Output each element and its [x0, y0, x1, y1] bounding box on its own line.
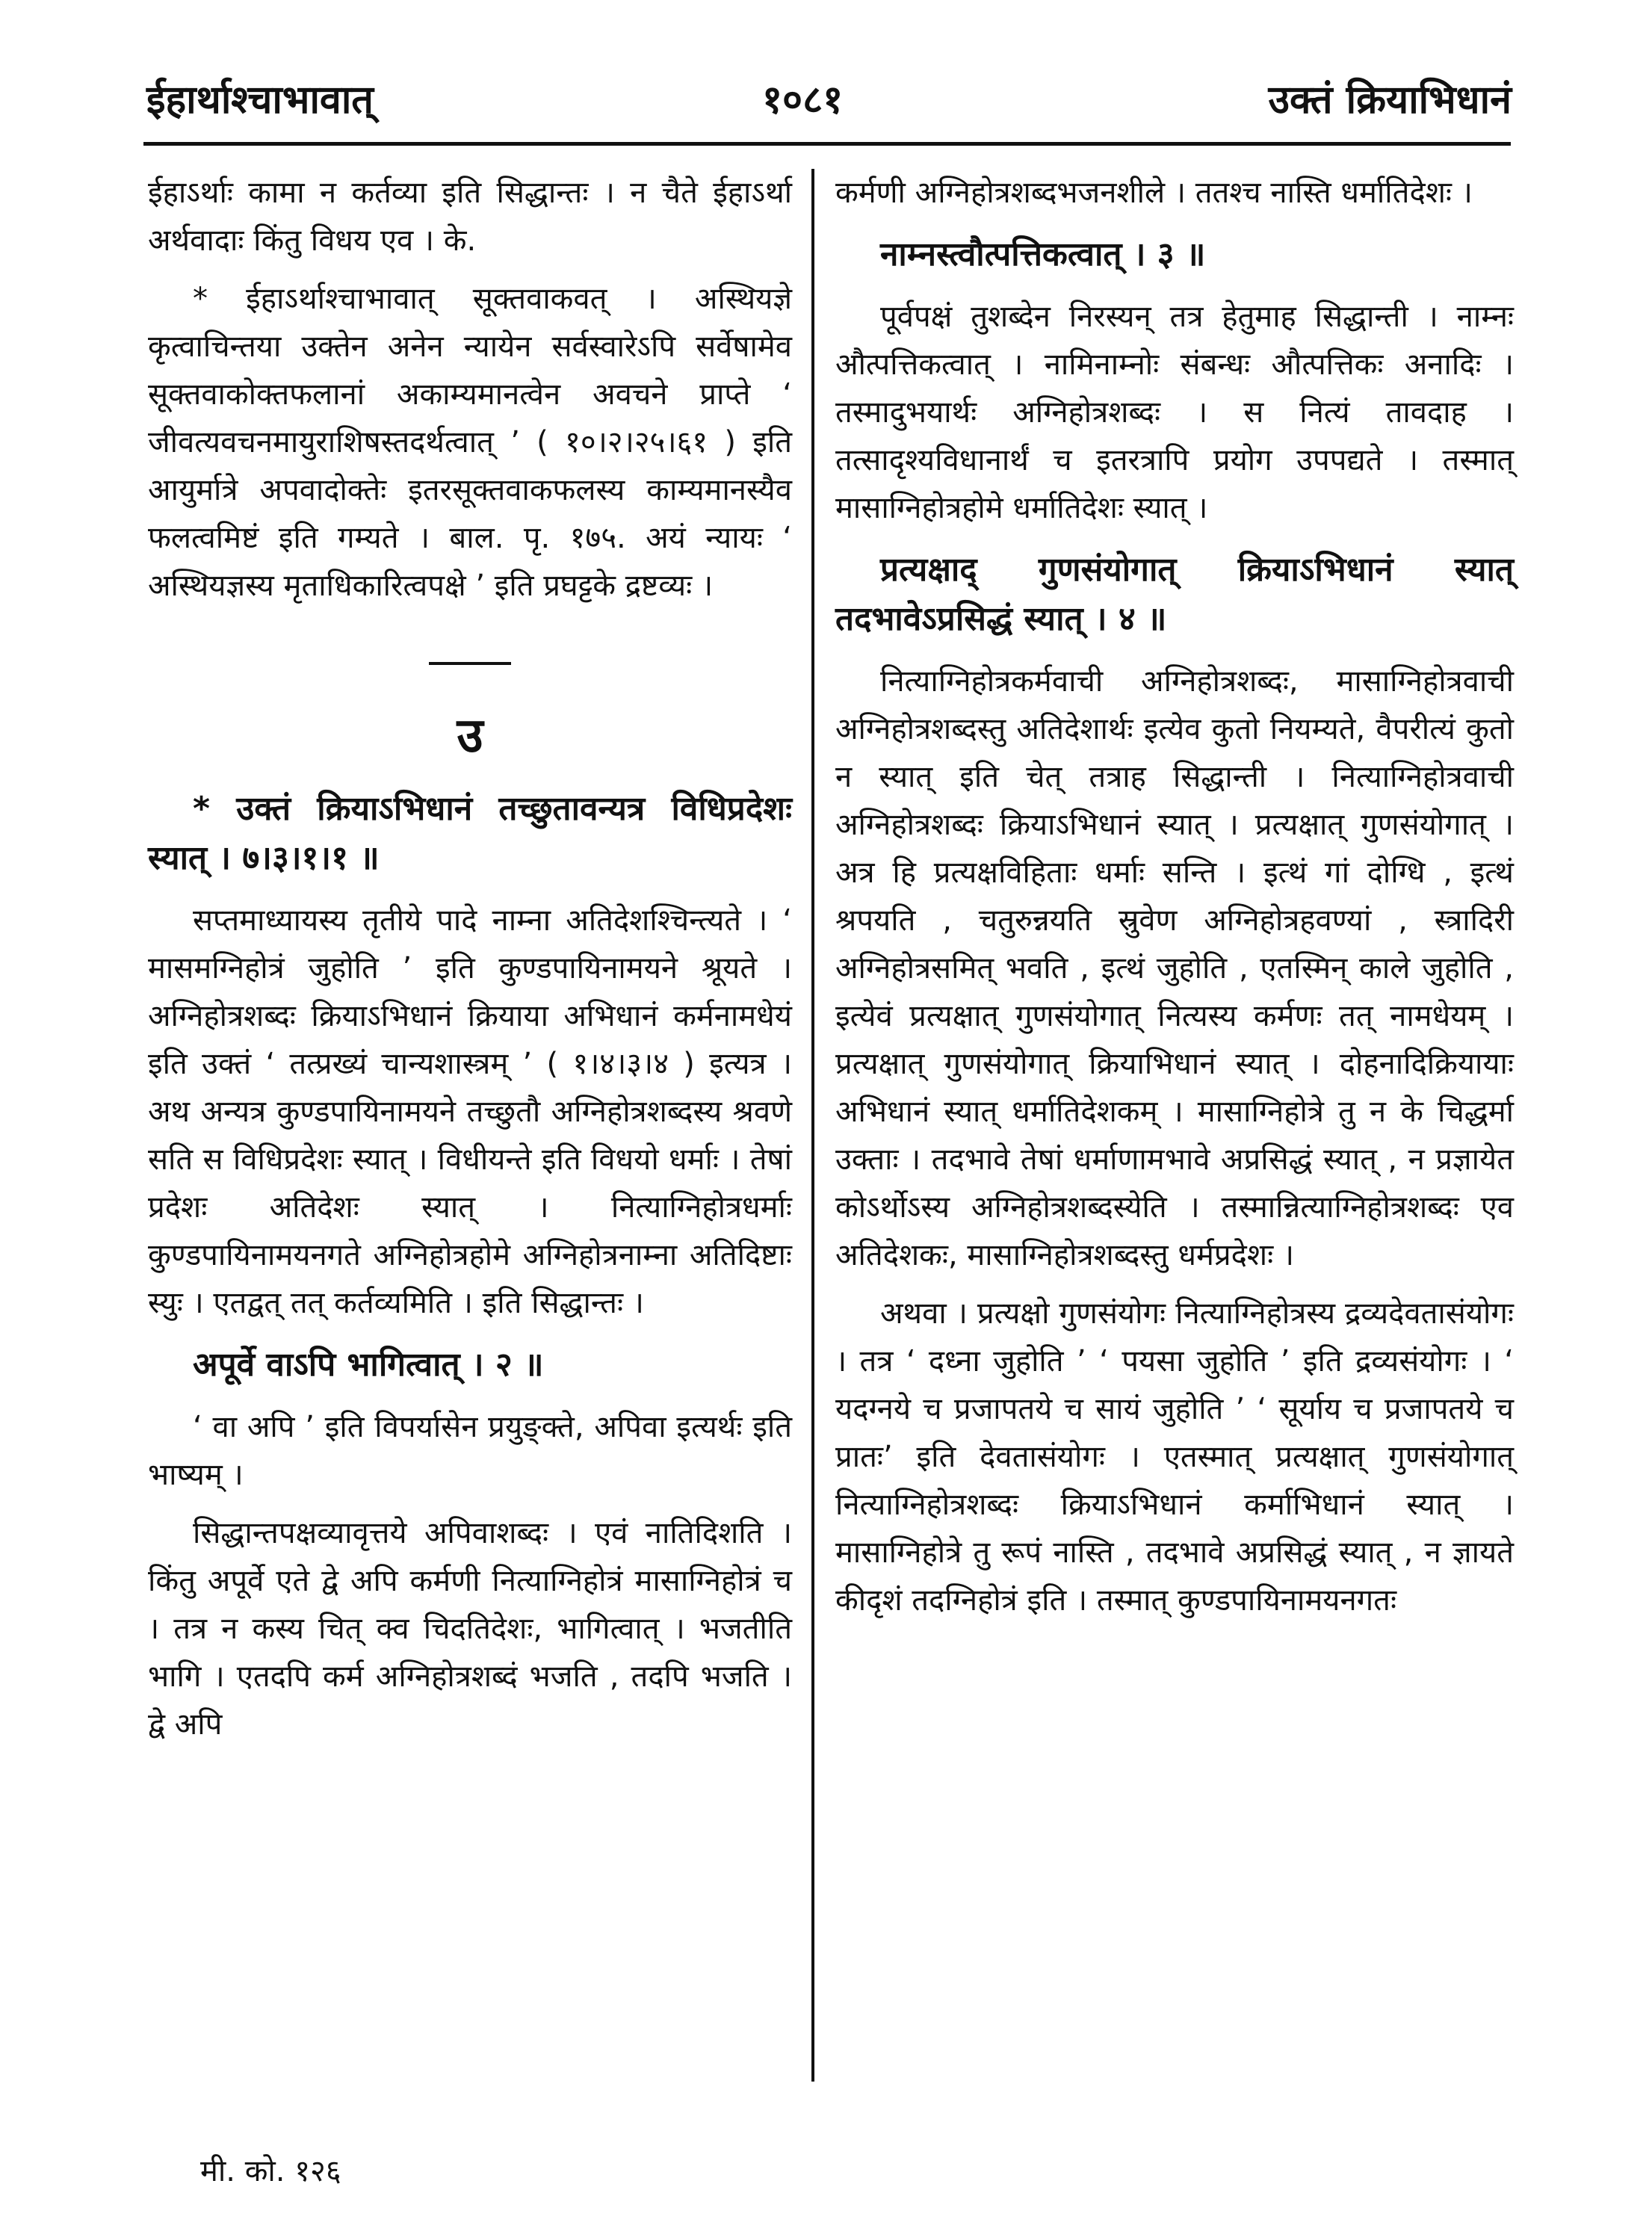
right-paragraph-3: नित्याग्निहोत्रकर्मवाची अग्निहोत्रशब्दः, मासाग्निहोत्रवाची अग्निहोत्रशब्दस्तु अतिदेशार्थः इत्येव कुतो नियम्यते, वैपरीत्यं कुतो न स्यात् इति चेत् तत्राह सिद्धान्ती । नित्याग्निहोत्रवाची अग्निहोत्रशब्दः क्रियाऽभिधानं स्यात् । प्रत्यक्षात् गुणसंयोगात् । अत्र हि प्रत्यक्षविहिताः धर्माः सन्ति । इत्थं गां दोग्धि , इत्थं श्रपयति , चतुरुन्नयति स्रुवेण अग्निहोत्रहवण्यां , स्त्रादिरी अग्निहोत्रसमित् भवति , इत्थं जुहोति , एतस्मिन् काले जुहोति , इत्येवं प्रत्यक्षात् गुणसंयोगात् नित्यस्य कर्मणः तत् नामधेयम् । प्रत्यक्षात् गुणसंयोगात् क्रियाभिधानं स्यात् । दोहनादिक्रियायाः अभिधानं स्यात् धर्मातिदेशकम् । मासाग्निहोत्रे तु न के चिद्धर्मा उक्ताः । तदभावे तेषां धर्माणामभावे अप्रसिद्धं स्यात् , न प्रज्ञायेत कोऽर्थोऽस्य अग्निहोत्रशब्दस्येति । तस्मान्नित्याग्निहोत्रशब्दः एव अतिदेशकः, मासाग्निहोत्रशब्दस्तु धर्मप्रदेशः । — [835, 664, 1514, 1272]
right-paragraph-1: कर्मणी अग्निहोत्रशब्दभजनशीले । ततश्च नास्ति धर्मातिदेशः । — [835, 176, 1473, 210]
right-paragraph-2: पूर्वपक्षं तुशब्देन निरस्यन् तत्र हेतुमाह सिद्धान्ती । नाम्नः औत्पत्तिकत्वात् । नामिनाम्नोः संबन्धः औत्पत्तिकः अनादिः । तस्मादुभयार्थः अग्निहोत्रशब्दः । स नित्यं तावदाह । तत्साद‍ृश्यविधानार्थं च इतरत्रापि प्रयोग उपपद्यते । तस्मात् मासाग्निहोत्रहोमे धर्मातिदेशः स्यात् । — [835, 300, 1514, 525]
right-paragraph-4: अथवा । प्रत्यक्षो गुणसंयोगः नित्याग्निहोत्रस्य द्रव्यदेवतासंयोगः । तत्र ‘ दध्ना जुहोति ’ ‘ पयसा जुहोति ’ इति द्रव्यसंयोगः । ‘ यदग्नये च प्रजापतये च सायं जुहोति ’ ‘ सूर्याय च प्रजापतये च प्रातः’ इति देवतासंयोगः । एतस्मात् प्रत्यक्षात् गुणसंयोगात् नित्याग्निहोत्रशब्दः क्रियाऽभिधानं कर्माभिधानं स्यात् । मासाग्निहोत्रे तु रूपं नास्ति , तदभावे अप्रसिद्धं स्यात् , न ज्ञायते कीदृशं तदग्निहोत्रं इति । तस्मात् कुण्डपायिनामयनगतः — [835, 1296, 1514, 1618]
right-column — [835, 169, 1514, 1635]
page-number: १०८१ — [762, 78, 844, 123]
header-rule — [143, 142, 1511, 146]
sutra-heading-1: * उक्तं क्रियाऽभिधानं तच्छुतावन्यत्र विधिप्रदेशः स्यात् । ७।३।१।१ ॥ — [148, 790, 792, 877]
left-paragraph-5: सिद्धान्तपक्षव्यावृत्तये अपिवाशब्दः । एवं नातिदिशति । किंतु अपूर्वे एते द्वे अपि कर्मणी नित्याग्निहोत्रं मासाग्निहोत्रं च । तत्र न कस्य चित् क्व चिदतिदेशः, भागित्वात् । भजतीति भागि । एतदपि कर्म अग्निहोत्रशब्दं भजति , तदपि भजति । द्वे अपि — [148, 1516, 792, 1742]
left-column — [148, 169, 792, 1759]
column-divider — [811, 169, 814, 2082]
left-paragraph-4: ‘ वा अपि ’ इति विपर्यासेन प्रयुङ्क्ते, अपिवा इत्यर्थः इति भाष्यम् । — [148, 1410, 792, 1492]
section-separator — [429, 662, 511, 665]
sutra-heading-3: नाम्नस्त्वौत्पत्तिकत्वात् । ३ ॥ — [880, 235, 1206, 273]
footer-signature: मी. को. १२६ — [200, 2154, 341, 2188]
sutra-heading-2: अपूर्वे वाऽपि भागित्वात् । २ ॥ — [193, 1346, 544, 1384]
left-paragraph-1: ईहाऽर्थाः कामा न कर्तव्या इति सिद्धान्तः । न चैते ईहाऽर्था अर्थवादाः किंतु विधय एव । के. — [148, 176, 792, 258]
running-header-left: ईहार्थाश्चाभावात् — [146, 78, 374, 123]
left-paragraph-2: * ईहाऽर्थाश्चाभावात् सूक्तवाकवत् । अस्थियज्ञे कृत्वाचिन्तया उक्तेन अनेन न्यायेन सर्वस्वारेऽपि सर्वेषामेव सूक्तवाकोक्तफलानां अकाम्यमानत्वेन अवचने प्राप्ते ‘ जीवत्यवचनमायुराशिषस्तदर्थत्वात् ’ ( १०।२।२५।६१ ) इति आयुर्मात्रे अपवादोक्तेः इतरसूक्तवाकफलस्य काम्यमानस्यैव फलत्वमिष्टं इति गम्यते । बाल. पृ. १७५. अयं न्यायः ‘ अस्थियज्ञस्य मृताधिकारित्वपक्षे ’ इति प्रघट्टके द्रष्टव्यः । — [148, 282, 792, 603]
section-letter: उ — [457, 708, 483, 764]
running-header-right: उक्तं क्रियाभिधानं — [1268, 78, 1512, 123]
left-paragraph-3: सप्तमाध्यायस्य तृतीये पादे नाम्ना अतिदेशश्चिन्त्यते । ‘ मासमग्निहोत्रं जुहोति ’ इति कुण्डपायिनामयने श्रूयते । अग्निहोत्रशब्दः क्रियाऽभिधानं क्रियाया अभिधानं कर्मनामधेयं इति उक्तं ‘ तत्प्रख्यं चान्यशास्त्रम् ’ ( १।४।३।४ ) इत्यत्र । अथ अन्यत्र कुण्डपायिनामयने तच्छुतौ अग्निहोत्रशब्दस्य श्रवणे सति स विधिप्रदेशः स्यात् । विधीयन्ते इति विधयो धर्माः । तेषां प्रदेशः अतिदेशः स्यात् । नित्याग्निहोत्रधर्माः कुण्डपायिनामयनगते अग्निहोत्रहोमे अग्निहोत्रनाम्ना अतिदिष्टाः स्युः । एतद्वत् तत् कर्तव्यमिति । इति सिद्धान्तः । — [148, 903, 792, 1320]
sutra-heading-4: प्रत्यक्षाद् गुणसंयोगात् क्रियाऽभिधानं स्यात् तदभावेऽप्रसिद्धं स्यात् । ४ ॥ — [835, 551, 1514, 638]
